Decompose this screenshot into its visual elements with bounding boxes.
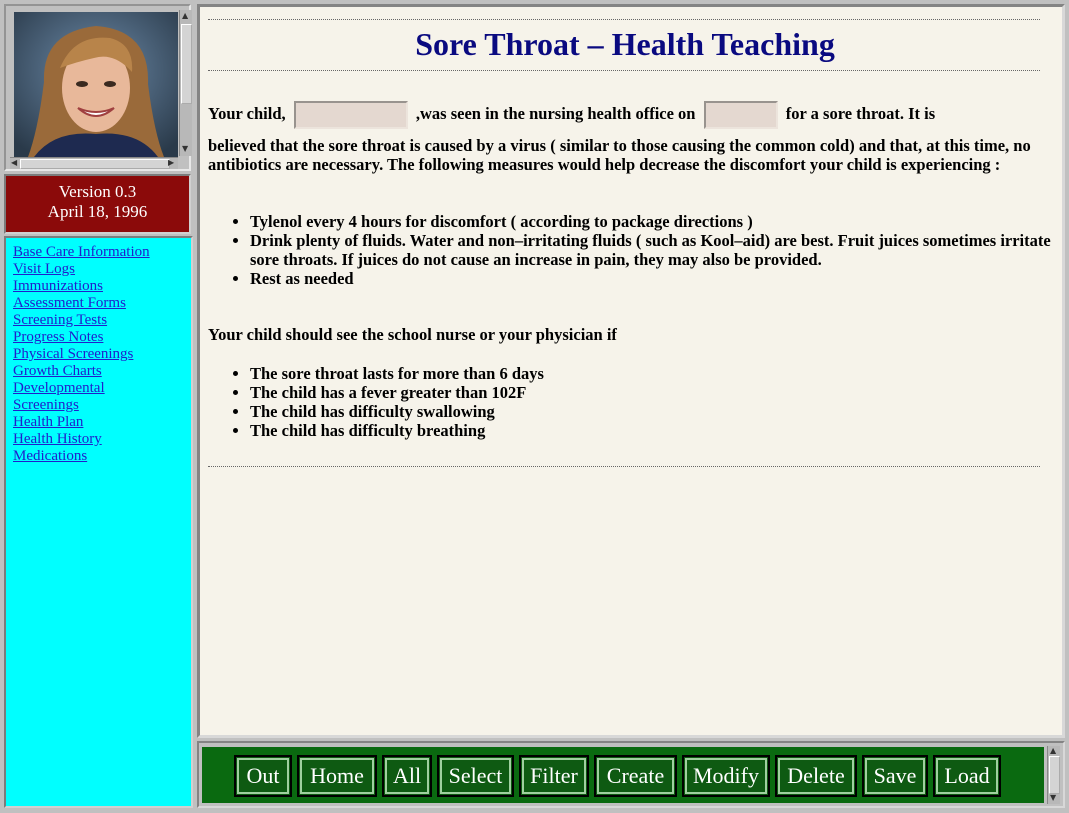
nav-health-history[interactable]: Health History <box>13 431 102 447</box>
list-item: • The sore throat lasts for more than 6 days <box>250 364 1060 383</box>
list-item: • Rest as needed <box>250 269 1060 288</box>
warning-signs-list <box>230 364 1060 440</box>
nav-physical-screenings[interactable]: Physical Screenings <box>13 346 134 362</box>
list-item: • The child has a fever greater than 102F <box>250 383 1060 402</box>
nav-base-care-information[interactable]: Base Care Information <box>13 244 150 260</box>
scroll-left-arrow-icon[interactable]: ◀ <box>11 158 18 167</box>
toolbar-strip <box>202 747 1044 803</box>
nav-visit-logs[interactable]: Visit Logs <box>13 261 76 277</box>
action-toolbar <box>197 741 1065 808</box>
nav-panel <box>4 236 193 808</box>
filter-button[interactable]: Filter <box>519 755 589 797</box>
version-label: Version 0.3 <box>58 182 137 201</box>
child-name-field[interactable] <box>294 101 408 129</box>
home-button[interactable]: Home <box>297 755 377 797</box>
nav-developmental[interactable]: Developmental <box>13 380 105 396</box>
top-divider <box>208 19 1040 20</box>
nav-growth-charts[interactable]: Growth Charts <box>13 363 102 379</box>
intro-text-3: for a sore throat. It is <box>785 103 936 123</box>
student-photo <box>14 12 178 157</box>
intro-text-1: Your child, <box>208 103 286 123</box>
comfort-measures-list <box>230 212 1060 288</box>
intro-line <box>208 101 1048 129</box>
photo-horizontal-scrollbar[interactable] <box>10 157 178 169</box>
scroll-up-arrow-icon[interactable]: ▲ <box>182 11 189 20</box>
scroll-thumb[interactable] <box>20 159 170 169</box>
scroll-right-arrow-icon[interactable]: ▶ <box>168 158 175 167</box>
modify-button[interactable]: Modify <box>682 755 770 797</box>
bottom-divider <box>208 466 1040 467</box>
scroll-up-arrow-icon[interactable]: ▲ <box>1050 746 1057 755</box>
toolbar-scrollbar[interactable] <box>1047 746 1060 804</box>
nav-screenings[interactable]: Screenings <box>13 397 79 413</box>
intro-text-2: ,was seen in the nursing health office on <box>415 103 696 123</box>
scroll-thumb[interactable] <box>181 24 192 104</box>
list-item: • The child has difficulty swallowing <box>250 402 1060 421</box>
nav-health-plan[interactable]: Health Plan <box>13 414 84 430</box>
document-panel <box>197 4 1065 738</box>
list-item: • Drink plenty of fluids. Water and non–irritating fluids ( such as Kool–aid) are best. Fruit juices sometimes irritate sore throats. If juices do not cause an increase in pain, they may also be provided. <box>250 231 1060 269</box>
intro-paragraph: believed that the sore throat is caused by a virus ( similar to those causing the common cold) and that, at this time, no antibiotics are necessary. The following measures would help decrease the discomfort your child is experiencing : <box>208 136 1031 174</box>
scroll-down-arrow-icon[interactable]: ▼ <box>1050 793 1057 802</box>
nav-assessment-forms[interactable]: Assessment Forms <box>13 295 126 311</box>
student-photo-panel <box>4 4 191 171</box>
scroll-thumb[interactable] <box>1049 756 1060 794</box>
list-item: • The child has difficulty breathing <box>250 421 1060 440</box>
out-button[interactable]: Out <box>234 755 292 797</box>
page-title: Sore Throat – Health Teaching <box>415 26 835 62</box>
create-button[interactable]: Create <box>594 755 677 797</box>
delete-button[interactable]: Delete <box>775 755 857 797</box>
nav-progress-notes[interactable]: Progress Notes <box>13 329 104 345</box>
load-button[interactable]: Load <box>933 755 1001 797</box>
scroll-down-arrow-icon[interactable]: ▼ <box>182 144 189 153</box>
version-info <box>4 174 191 234</box>
photo-vertical-scrollbar[interactable] <box>179 10 192 156</box>
all-button[interactable]: All <box>382 755 432 797</box>
visit-date-field[interactable] <box>704 101 778 129</box>
version-date: April 18, 1996 <box>47 202 148 221</box>
see-nurse-text: Your child should see the school nurse or your physician if <box>208 325 617 344</box>
list-item: • Tylenol every 4 hours for discomfort ( according to package directions ) <box>250 212 1060 231</box>
nav-medications[interactable]: Medications <box>13 448 88 464</box>
nav-immunizations[interactable]: Immunizations <box>13 278 103 294</box>
save-button[interactable]: Save <box>862 755 928 797</box>
title-divider <box>208 70 1040 71</box>
nav-screening-tests[interactable]: Screening Tests <box>13 312 108 328</box>
select-button[interactable]: Select <box>437 755 514 797</box>
